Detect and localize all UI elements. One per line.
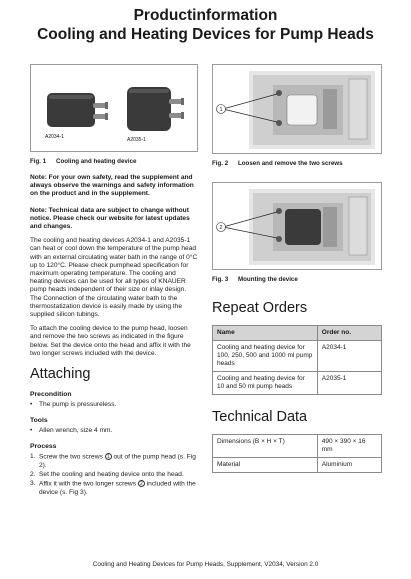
- step-1: [30, 453, 198, 470]
- device-a2035: [127, 87, 184, 131]
- step1-text-a: Screw the two screws: [39, 453, 103, 461]
- fig3-marker: 2: [219, 225, 223, 231]
- right-column: [212, 64, 382, 473]
- figure-1: [30, 64, 198, 152]
- figure-2: [212, 64, 382, 154]
- fig3-caption: [212, 276, 382, 284]
- marker-circle-icon: 2: [138, 480, 145, 487]
- step-text: [39, 480, 198, 497]
- step1-text-b: out of the pump head (s. Fig 2).: [39, 453, 196, 469]
- repeat-orders-heading: Repeat Orders: [212, 300, 308, 316]
- cell-value: Aluminium: [317, 458, 381, 473]
- technical-data-heading: Technical Data: [212, 409, 308, 425]
- cell-value: 490 × 390 × 16 mm: [317, 435, 381, 458]
- table-row: [213, 341, 382, 372]
- precondition-list: [30, 401, 198, 409]
- figure-3: [212, 182, 382, 270]
- step-2: [30, 471, 198, 479]
- cell-name: Cooling and heating device for 10 and 50 ml pump heads: [213, 372, 318, 395]
- fig1-caption-text: Cooling and heating device: [56, 158, 137, 165]
- fig2-caption-num: Fig. 2: [212, 160, 229, 167]
- cell-order: A2034-1: [317, 341, 381, 372]
- title-line-2: Cooling and Heating Devices for Pump Heads: [37, 26, 374, 43]
- table-header-row: [213, 326, 382, 341]
- cell-label: Material: [213, 458, 318, 473]
- step-number: 2.: [30, 471, 36, 479]
- fig1-caption-num: Fig. 1: [30, 158, 47, 165]
- table-row: [213, 372, 382, 395]
- cell-name: Cooling and heating device for 100, 250, 500 and 1000 ml pump heads: [213, 341, 318, 372]
- fig3-caption-num: Fig. 3: [212, 276, 229, 283]
- column-header-name: Name: [213, 326, 318, 341]
- pump-head-illustration: [213, 65, 381, 153]
- list-item: • Allen wrench, size 4 mm.: [30, 427, 198, 435]
- step-number: 1.: [30, 453, 36, 461]
- technical-data-table: [212, 434, 382, 473]
- fig1-label-a: A2034-1: [45, 134, 64, 140]
- page-title: [0, 6, 411, 44]
- table-row: [213, 458, 382, 473]
- fig2-caption: [212, 160, 382, 168]
- tools-heading: Tools: [30, 417, 48, 425]
- step3-text-b: included with the device (s. Fig 3).: [39, 480, 196, 496]
- title-line-1: Productinformation: [133, 7, 278, 24]
- process-steps: [30, 453, 198, 497]
- page-footer: Cooling and Heating Devices for Pump Heads, Supplement, V2034, Version 2.0: [92, 561, 319, 568]
- list-item: • The pump is pressureless.: [30, 401, 198, 409]
- left-column: [30, 64, 198, 497]
- safety-note: Note: For your own safety, read the supplement and always observe the warnings and safety information on the product and in the supplement.: [30, 174, 194, 198]
- attaching-heading: Attaching: [30, 366, 91, 383]
- repeat-orders-table: [212, 325, 382, 395]
- step-3: [30, 480, 198, 497]
- description-paragraph: The cooling and heating devices A2034-1 and A2035-1 can heat or cool down the temperature of the pump head with an external circulating water bath in the range of 0°C up to 120°C. Please check pumphead specification for maximum operating temperature. The cooling and heating devices can be used for all types of KNAUER pump heads independent of their size or inlay design. The Connection of the circulating water bath to the thermostatization device is easily made by using the supplied silicon tubings.: [30, 237, 198, 319]
- fig2-caption-text: Loosen and remove the two screws: [238, 160, 343, 167]
- process-heading: Process: [30, 443, 57, 451]
- fig2-marker: 1: [219, 107, 223, 113]
- cell-label: Dimensions (B × H × T): [213, 435, 318, 458]
- attach-intro-paragraph: To attach the cooling device to the pump head, loosen and remove the two screws as indicated in the figure below. Set the device onto the head and affix it with the two longer screws included with the device.: [30, 325, 191, 357]
- fig1-label-b: A2035-1: [127, 137, 146, 143]
- technical-note: Note: Technical data are subject to change without notice. Please check our website for latest updates and changes.: [30, 206, 190, 231]
- step-number: 3.: [30, 480, 36, 488]
- step2-text: Set the cooling and heating device onto the head.: [39, 471, 184, 479]
- device-a2034: [47, 93, 108, 127]
- precondition-heading: Precondition: [30, 391, 72, 399]
- cell-order: A2035-1: [317, 372, 381, 395]
- device-illustration: [31, 65, 197, 151]
- column-header-order: Order no.: [317, 326, 381, 341]
- step-text: [39, 453, 198, 470]
- mounted-device-illustration: [213, 183, 381, 269]
- step3-text-a: Affix it with the two longer screws: [39, 480, 136, 488]
- table-row: [213, 435, 382, 458]
- fig1-caption: [30, 158, 198, 166]
- fig3-caption-text: Mounting the device: [238, 276, 298, 283]
- marker-circle-icon: 1: [105, 453, 112, 460]
- tools-list: [30, 427, 198, 435]
